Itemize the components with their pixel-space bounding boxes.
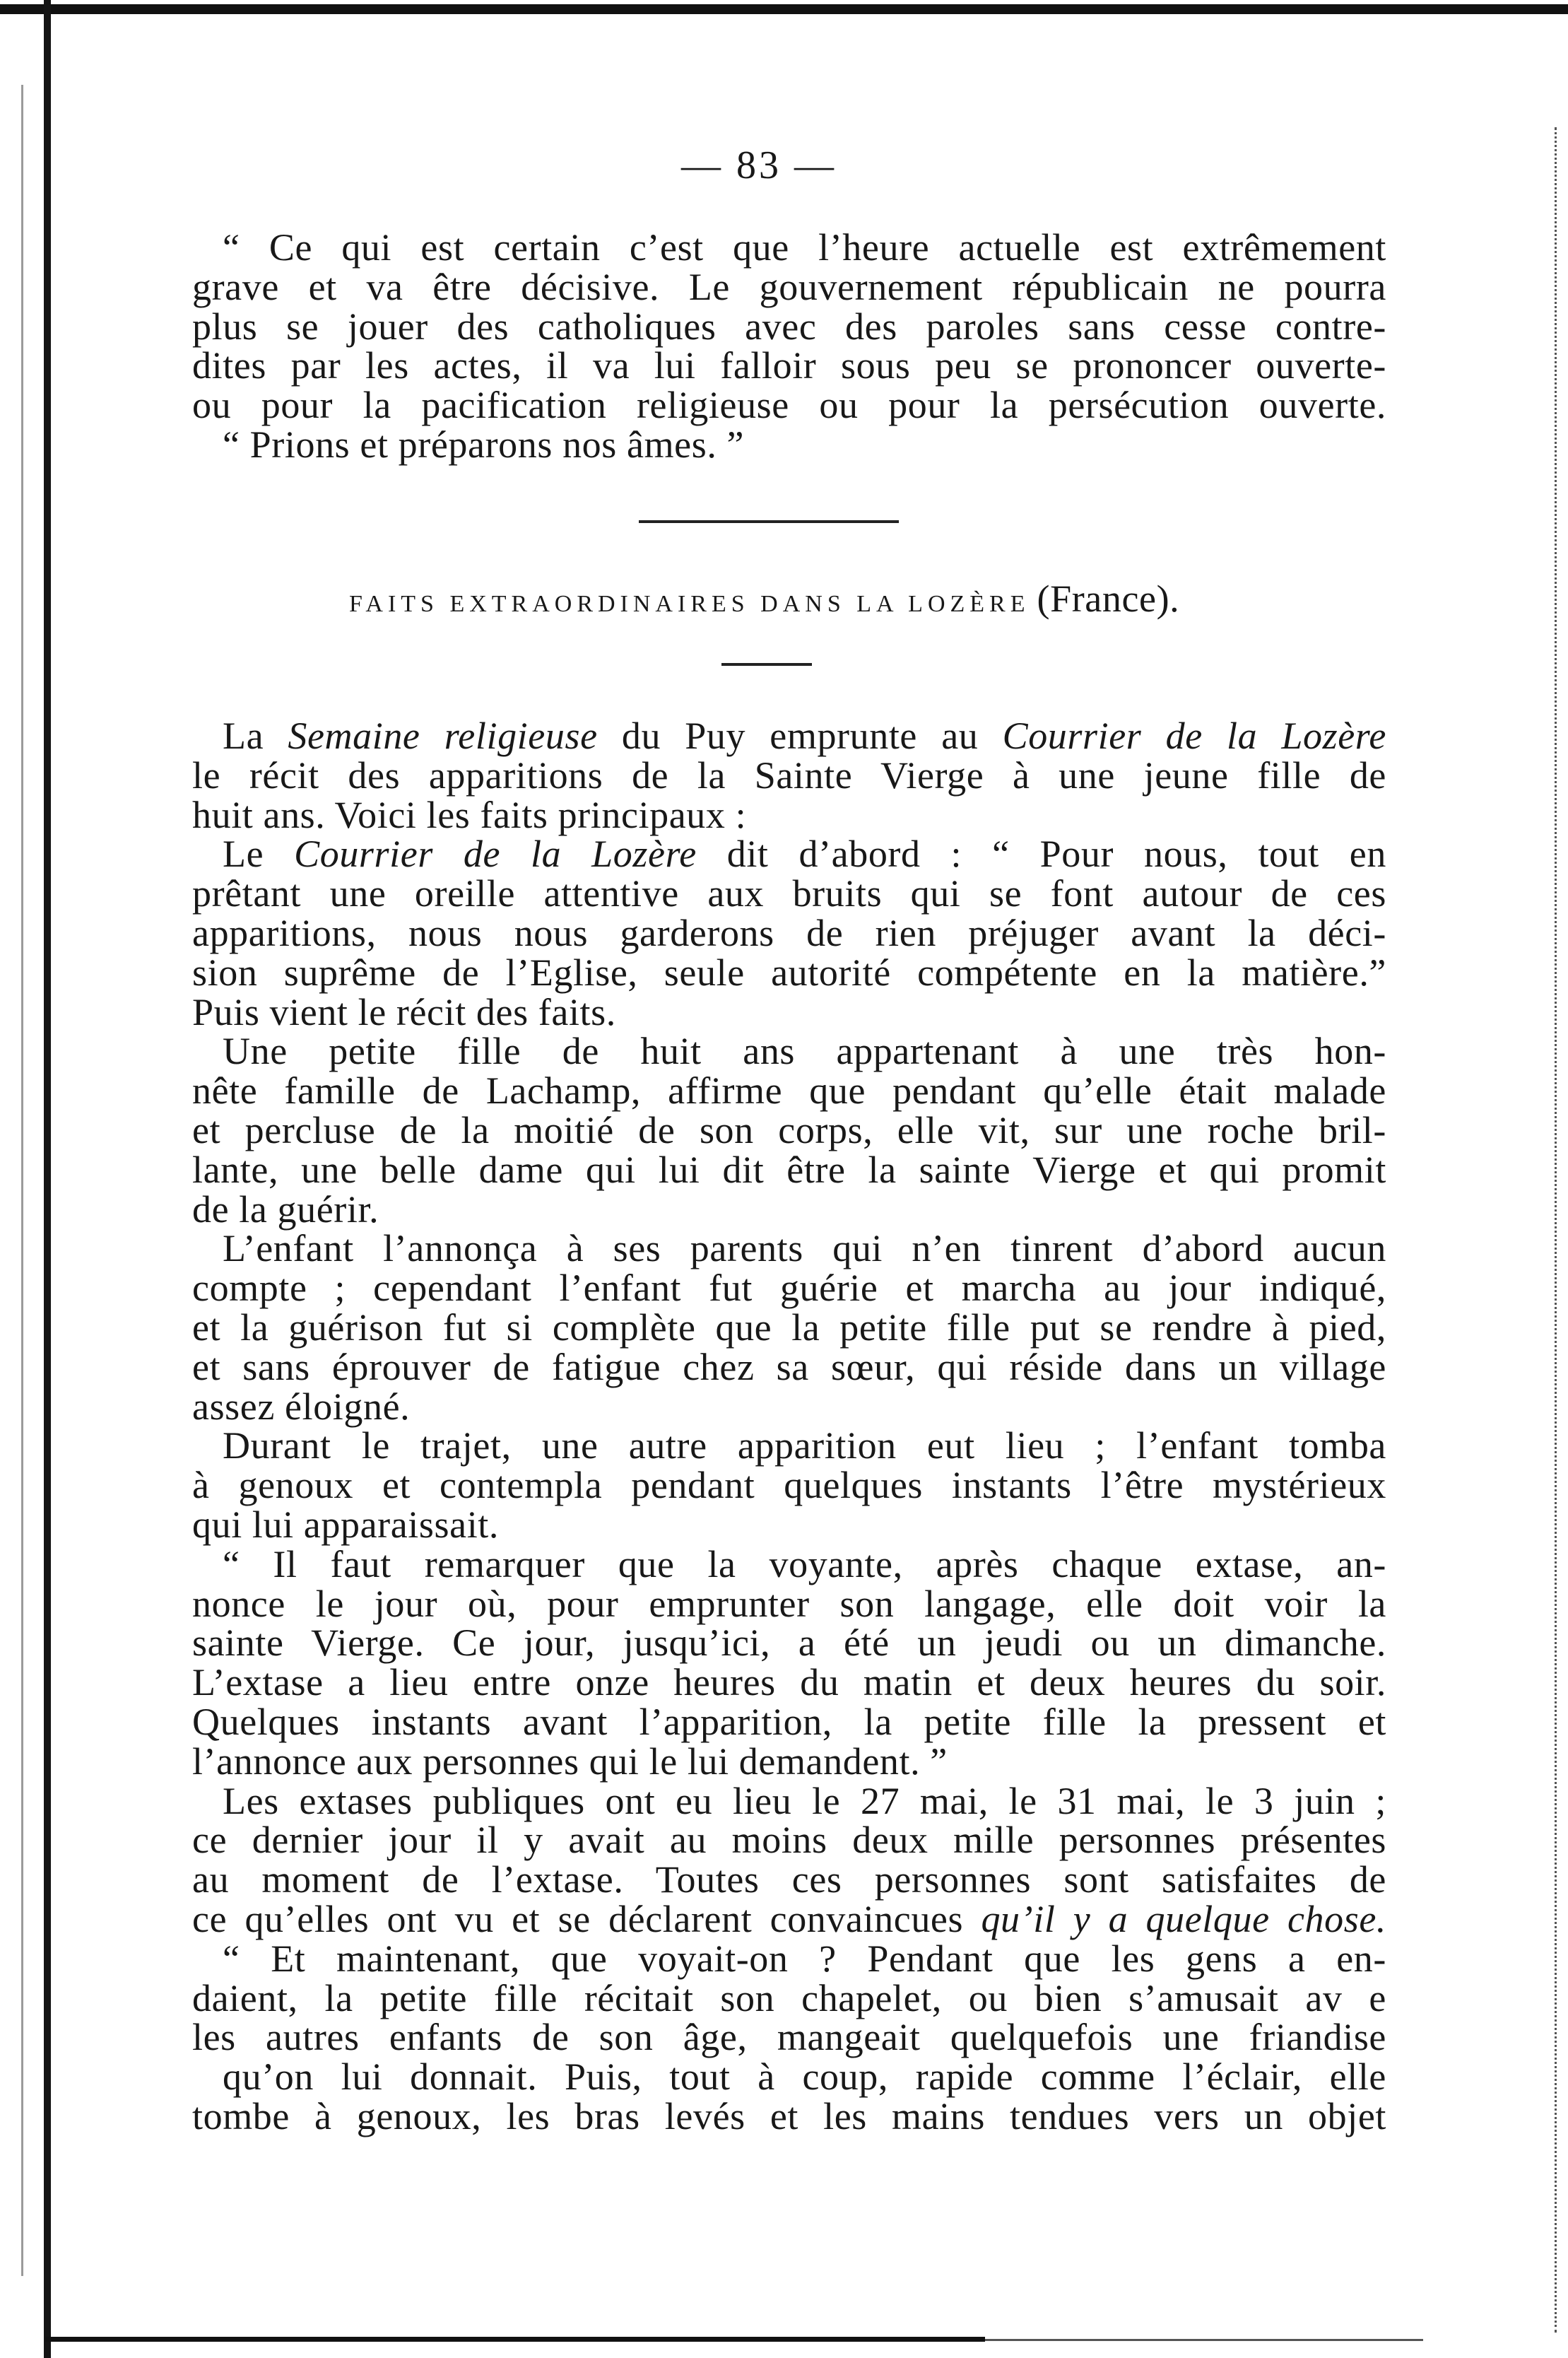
article-line: prêtant une oreille attentive aux bruits qui se font autour de ces [192, 872, 1386, 915]
article-line: “ Et maintenant, que voyait-on ? Pendant que les gens a en- [223, 1937, 1386, 1980]
italic-title: Semaine religieuse [288, 715, 598, 757]
article-line: ce dernier jour il y avait au moins deux mille personnes présentes [192, 1819, 1386, 1862]
article-line: lante, une belle dame qui lui dit être la sainte Vierge et qui promit [192, 1148, 1386, 1191]
section-heading-title: FAITS EXTRAORDINAIRES DANS LA LOZÈRE [349, 591, 1030, 617]
article-line [192, 717, 1386, 756]
article-line: daient, la petite fille récitait son chapelet, ou bien s’amusait av e [192, 1976, 1386, 2019]
article-line: huit ans. Voici les faits principaux : [192, 793, 747, 836]
line-segment: La [223, 715, 288, 757]
article-line: tombe à genoux, les bras levés et les mains tendues vers un objet [192, 2094, 1386, 2137]
article-line: Les extases publiques ont eu lieu le 27 mai, le 31 mai, le 3 juin ; [223, 1779, 1386, 1822]
article-line: Durant le trajet, une autre apparition eut lieu ; l’enfant tomba [223, 1424, 1386, 1467]
article-line: le récit des apparitions de la Sainte Vierge à une jeune fille de [192, 753, 1386, 797]
article-line: L’enfant l’annonça à ses parents qui n’en tinrent d’abord aucun [223, 1227, 1386, 1270]
article-line: et percluse de la moitié de son corps, elle vit, sur une roche bril- [192, 1108, 1386, 1151]
article-line: Quelques instants avant l’apparition, la petite fille la pressent et [192, 1700, 1386, 1743]
article-line [192, 835, 1386, 874]
page-number: — 83 — [681, 143, 837, 187]
article-line: nête famille de Lachamp, affirme que pendant qu’elle était malade [192, 1069, 1386, 1113]
line-segment: du Puy emprunte au [597, 715, 1003, 757]
section-heading [349, 579, 1179, 618]
article-line: qu’on lui donnait. Puis, tout à coup, rapide comme l’éclair, elle [223, 2055, 1386, 2099]
article-line: et la guérison fut si complète que la petite fille put se rendre à pied, [192, 1306, 1386, 1349]
quotation-block [192, 228, 1386, 465]
article-line: les autres enfants de son âge, mangeait quelquefois une friandise [192, 2016, 1386, 2059]
article-line: L’extase a lieu entre onze heures du matin et deux heures du soir. [192, 1661, 1386, 1704]
article-line: et sans éprouver de fatigue chez sa sœur, qui réside dans un village [192, 1345, 1386, 1388]
italic-phrase: qu’il y a quelque chose. [981, 1897, 1387, 1940]
section-rule-short [721, 663, 812, 666]
article-line: à genoux et contempla pendant quelques instants l’être mystérieux [192, 1464, 1386, 1507]
article-line: Une petite fille de huit ans appartenant à une très hon- [223, 1030, 1386, 1073]
article-line: de la guérir. [192, 1187, 379, 1231]
article-block [192, 717, 1386, 2137]
line-segment: dit d’abord : “ Pour nous, tout en [696, 833, 1386, 876]
line-segment: Le [223, 833, 295, 876]
article-line: “ Il faut remarquer que la voyante, après chaque extase, an- [223, 1542, 1386, 1585]
scan-edge-left [44, 0, 51, 2358]
article-line: sion suprême de l’Eglise, seule autorité compétente en la matière.” [192, 951, 1386, 994]
italic-title: Courrier de la Lozère [294, 833, 697, 876]
quotation-line: “ Prions et préparons nos âmes. ” [223, 423, 745, 466]
section-rule-top [639, 520, 899, 523]
article-line: Puis vient le récit des faits. [192, 990, 616, 1033]
article-line: l’annonce aux personnes qui le lui demandent. ” [192, 1740, 948, 1783]
quotation-line: dites par les actes, il va lui falloir sous peu se prononcer ouverte- [192, 344, 1386, 387]
scan-edge-left-faint [21, 85, 23, 2276]
article-line: au moment de l’extase. Toutes ces personnes sont satisfaites de [192, 1858, 1386, 1901]
article-line: qui lui apparaissait. [192, 1503, 500, 1546]
quotation-line: plus se jouer des catholiques avec des paroles sans cesse contre- [192, 305, 1386, 348]
italic-title: Courrier de la Lozère [1002, 715, 1386, 757]
quotation-line: “ Ce qui est certain c’est que l’heure actuelle est extrêmement [223, 226, 1386, 269]
scan-edge-top [0, 4, 1568, 14]
article-line: assez éloigné. [192, 1385, 411, 1428]
quotation-line: grave et va être décisive. Le gouvernement républicain ne pourra [192, 265, 1386, 308]
article-line [192, 1897, 1387, 1940]
quotation-line: ou pour la pacification religieuse ou pour la persécution ouverte. [192, 384, 1386, 427]
scan-edge-right [1555, 127, 1557, 2333]
article-line: sainte Vierge. Ce jour, jusqu’ici, a été un jeudi ou un dimanche. [192, 1621, 1386, 1665]
scan-edge-bottom [45, 2337, 985, 2342]
scan-edge-bottom-faint [985, 2339, 1423, 2341]
article-line: apparitions, nous nous garderons de rien préjuger avant la déci- [192, 911, 1386, 954]
article-line: compte ; cependant l’enfant fut guérie et marcha au jour indiqué, [192, 1267, 1386, 1310]
line-segment: ce qu’elles ont vu et se déclarent convaincues [192, 1897, 982, 1940]
article-line: nonce le jour où, pour emprunter son langage, elle doit voir la [192, 1582, 1386, 1625]
section-heading-country: (France). [1037, 577, 1180, 620]
